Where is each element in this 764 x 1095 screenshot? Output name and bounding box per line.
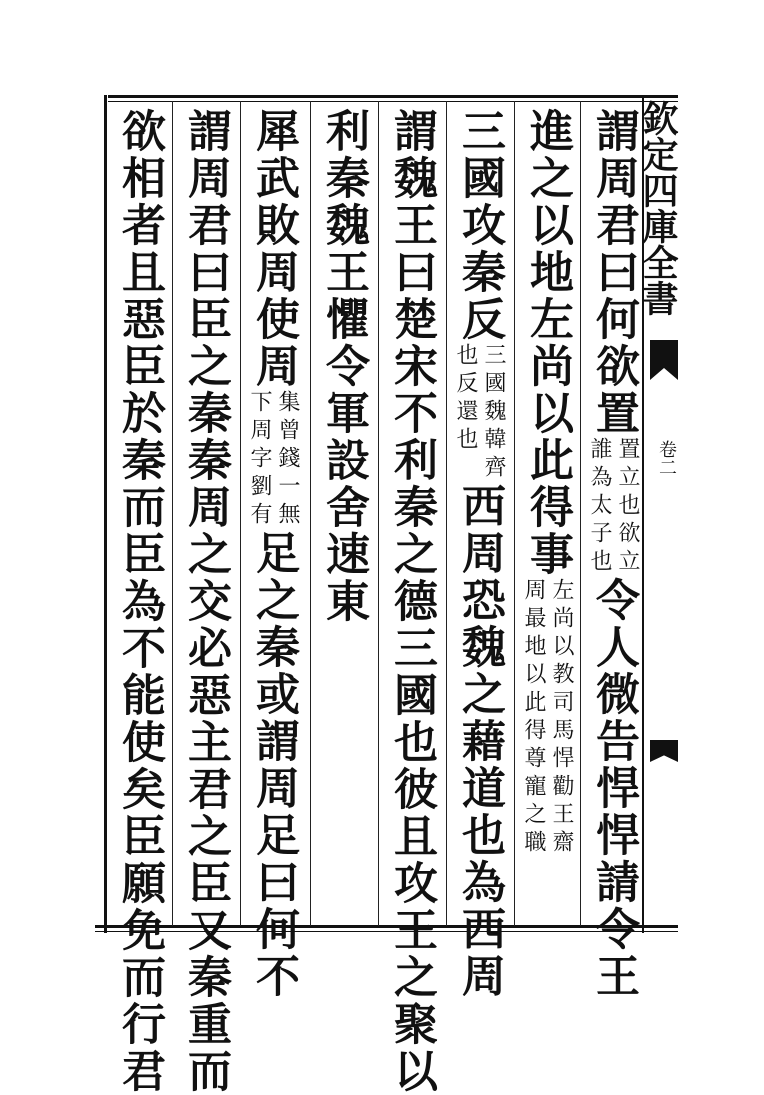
text-column-6: [243, 108, 303, 1000]
annotation-line: 三國魏韓齊: [481, 343, 506, 483]
annotation-line: 下周字劉有: [247, 390, 272, 530]
column-divider: [310, 101, 311, 926]
column-divider: [240, 101, 241, 926]
main-text: 足之秦或謂周足曰何不: [248, 530, 299, 1000]
annotation-line: 置立也欲立: [615, 437, 640, 577]
main-text: 西周恐魏之藉道也為西周: [454, 483, 505, 1000]
fishtail-mark-top: [650, 340, 678, 380]
main-text: 謂周君曰臣之秦秦周之交必惡主君之臣又秦重而: [180, 108, 231, 1095]
main-text: 謂魏王曰楚宋不利秦之德三國也彼且攻王之聚以: [386, 108, 437, 1095]
annotation-line: 也反還也: [453, 343, 478, 455]
frame-left-rule: [104, 95, 107, 933]
frame-top-rule-inner: [108, 101, 678, 102]
main-text: 謂周君曰何欲置: [588, 108, 639, 437]
fishtail-mark-bottom: [650, 740, 678, 762]
book-title: 欽定四庫全書: [637, 100, 679, 316]
text-column-4: [381, 108, 441, 1095]
text-column-2: [517, 108, 577, 923]
main-text: 欲相者且惡臣於秦而臣為不能使矣臣願免而行君: [114, 108, 165, 1095]
main-text: 進之以地左尚以此得事: [522, 108, 573, 578]
main-text: 犀武敗周使周: [248, 108, 299, 390]
text-column-3: [449, 108, 509, 1000]
main-text: 利秦魏王懼令軍設舍速東: [318, 108, 369, 625]
column-divider: [172, 101, 173, 926]
main-text: 三國攻秦反: [454, 108, 505, 343]
column-divider: [446, 101, 447, 926]
annotation: [521, 578, 573, 858]
text-column-8: [109, 108, 169, 1095]
main-text: 令人微告悍悍請令王: [588, 577, 639, 1000]
text-column-7: [175, 108, 235, 1095]
frame-top-rule: [108, 95, 678, 98]
annotation-line: 左尚以教司馬悍勸王齋: [549, 578, 574, 858]
text-column-5: [313, 108, 373, 923]
column-divider: [580, 101, 581, 926]
annotation-line: 周最地以此得尊寵之職: [521, 578, 546, 858]
annotation-line: 集曾錢一無: [275, 390, 300, 530]
text-column-1: [583, 108, 643, 1000]
annotation: [247, 390, 299, 530]
column-divider: [378, 101, 379, 926]
column-divider: [514, 101, 515, 926]
volume-label: 卷二: [656, 440, 677, 476]
annotation-line: 誰為太子也: [587, 437, 612, 577]
annotation: [453, 343, 505, 483]
annotation: [587, 437, 639, 577]
